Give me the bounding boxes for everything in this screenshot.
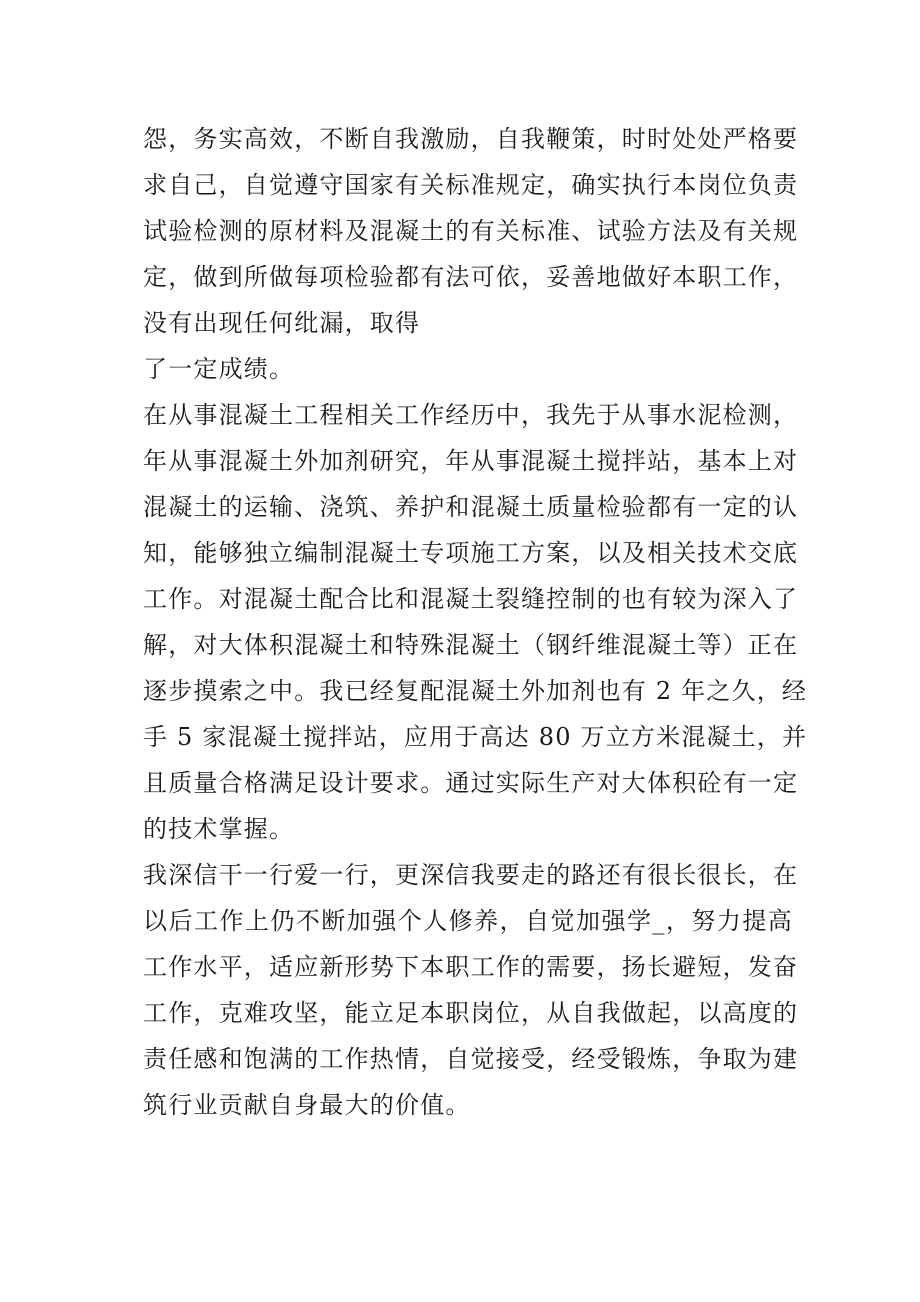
text-line: 手 5 家混凝土搅拌站，应用于高达 80 万立方米混凝土，并	[143, 723, 808, 751]
text-line: 解，对大体积混凝土和特殊混凝土（钢纤维混凝土等）正在	[143, 631, 799, 659]
text-line: 混凝土的运输、浇筑、养护和混凝土质量检验都有一定的认	[143, 493, 799, 521]
text-line: 以后工作上仍不断加强个人修养，自觉加强学_，努力提高	[143, 907, 793, 935]
paragraph-1	[143, 116, 799, 346]
text-line: 试验检测的原材料及混凝土的有关标准、试验方法及有关规	[143, 217, 799, 245]
paragraph-3	[143, 392, 808, 852]
text-line: 年从事混凝土外加剂研究，年从事混凝土搅拌站，基本上对	[143, 447, 799, 475]
text-line: 求自己，自觉遵守国家有关标准规定，确实执行本岗位负责	[143, 171, 799, 199]
text-line: 工作，克难攻坚，能立足本职岗位，从自我做起，以高度的	[143, 999, 799, 1027]
text-line: 知，能够独立编制混凝土专项施工方案，以及相关技术交底	[143, 539, 799, 567]
text-line: 且质量合格满足设计要求。通过实际生产对大体积砼有一定	[143, 769, 799, 797]
paragraph-4	[143, 852, 799, 1128]
text-line: 的技术掌握。	[143, 815, 295, 843]
text-line: 筑行业贡献自身最大的价值。	[143, 1091, 471, 1119]
text-line: 工作水平，适应新形势下本职工作的需要，扬长避短，发奋	[143, 953, 799, 981]
text-line: 定，做到所做每项检验都有法可依，妥善地做好本职工作，	[143, 263, 799, 291]
text-line: 我深信干一行爱一行，更深信我要走的路还有很长很长，在	[143, 861, 799, 889]
document-body	[143, 116, 808, 1128]
text-line: 了一定成绩。	[143, 355, 295, 383]
text-line: 逐步摸索之中。我已经复配混凝土外加剂也有 2 年之久，经	[143, 677, 808, 705]
text-line: 工作。对混凝土配合比和混凝土裂缝控制的也有较为深入了	[143, 585, 799, 613]
text-line: 责任感和饱满的工作热情，自觉接受，经受锻炼，争取为建	[143, 1045, 799, 1073]
text-line: 没有出现任何纰漏，取得	[143, 309, 421, 337]
text-line: 怨，务实高效，不断自我激励，自我鞭策，时时处处严格要	[143, 125, 799, 153]
paragraph-2	[143, 346, 793, 392]
text-line: 在从事混凝土工程相关工作经历中，我先于从事水泥检测，	[143, 401, 799, 429]
